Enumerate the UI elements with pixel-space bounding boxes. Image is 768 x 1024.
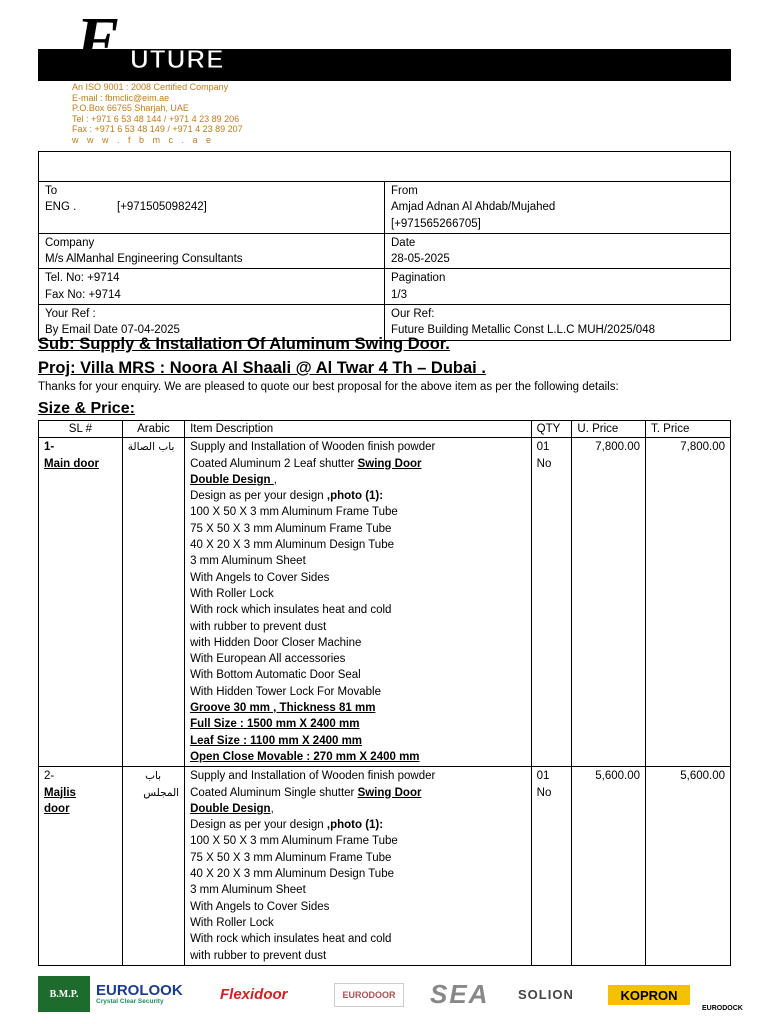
row-qty (531, 438, 572, 767)
tel-line: Tel : +971 6 53 48 144 / +971 4 23 89 206 (72, 113, 240, 124)
desc-line3-bold: Double Design (190, 802, 271, 815)
your-ref-value: By Email Date 07-04-2025 (45, 324, 180, 337)
desc-line3-text: , (273, 473, 277, 486)
our-ref-value: Future Building Metallic Const L.L.C MUH/2025/048 (391, 324, 655, 337)
spec-line: 75 X 50 X 3 mm Aluminum Frame Tube (190, 522, 392, 535)
to-label: To (45, 185, 58, 197)
to-phone: [+971505098242] (117, 201, 207, 214)
row-sl-number: 2- (44, 770, 55, 783)
spec-line: 100 X 50 X 3 mm Aluminum Frame Tube (190, 506, 398, 519)
qty-value: 01 (536, 441, 550, 454)
sea-logo: SEA (430, 978, 490, 1009)
from-phone: [+971565266705] (391, 217, 481, 230)
date-value: 28-05-2025 (391, 253, 450, 266)
eurolook-name: EUROLOOK (96, 981, 183, 999)
kopron-logo: KOPRON (608, 985, 690, 1005)
from-name: Amjad Adnan Al Ahdab/Mujahed (391, 201, 556, 214)
project-heading: Proj: Villa MRS : Noora Al Shaali @ Al Twar 4 Th – Dubai . (38, 359, 486, 377)
eurolook-tagline: Crystal Clear Security (96, 997, 164, 1005)
row-sl-cell (39, 438, 123, 767)
size-price-heading: Size & Price: (38, 400, 135, 417)
desc-design-text: Design as per your design (190, 490, 327, 503)
row-sl-number: 1- (44, 441, 55, 454)
your-ref-label: Your Ref : (45, 308, 96, 321)
telfax-cell (39, 269, 385, 305)
spec-line: With Angels to Cover Sides (190, 571, 330, 584)
desc-line2-bold: Swing Door (357, 457, 422, 470)
spec-line: With rock which insulates heat and cold (190, 604, 392, 617)
desc-intro: Supply and Installation of Wooden finish powder (190, 441, 436, 454)
row-total-price: 7,800.00 (646, 438, 731, 767)
pobox-line: P.O.Box 66765 Sharjah, UAE (72, 103, 189, 113)
logo-subtitle: BUILDING METALLIC CONST. L.L.C (108, 76, 227, 83)
desc-design-bold: ,photo (1): (326, 819, 384, 832)
items-table (38, 420, 731, 966)
table-row (39, 767, 731, 966)
date-label: Date (391, 236, 416, 249)
spec-line: with Hidden Door Closer Machine (190, 636, 362, 649)
info-row-company-date (39, 233, 731, 269)
desc-line2-bold: Swing Door (357, 786, 422, 799)
fax-line: Fax : +971 6 53 48 149 / +971 4 23 89 207 (72, 124, 243, 134)
header-description: Item Description (185, 421, 532, 438)
row-unit-price: 7,800.00 (572, 438, 646, 767)
pagination-value: 1/3 (391, 288, 407, 301)
row-description (185, 767, 532, 966)
header-sl: SL # (39, 421, 123, 438)
info-row-tel-pagination (39, 269, 731, 305)
spec-line: 3 mm Aluminum Sheet (190, 884, 306, 897)
pagination-cell (385, 269, 731, 305)
header-unit-price: U. Price (572, 421, 646, 438)
info-blank-cell (39, 152, 731, 182)
header-qty: QTY (531, 421, 572, 438)
header-total-price: T. Price (646, 421, 731, 438)
desc-line2-text: Coated Aluminum Single shutter (190, 786, 358, 799)
items-header-row (39, 421, 731, 438)
desc-intro: Supply and Installation of Wooden finish powder (190, 770, 436, 783)
info-blank-row (39, 152, 731, 182)
desc-design-text: Design as per your design (190, 819, 327, 832)
row-sl-cell (39, 767, 123, 966)
spec-line: 40 X 20 X 3 mm Aluminum Design Tube (190, 539, 394, 552)
our-ref-label: Our Ref: (391, 308, 435, 321)
eurodoor-logo: EURODOOR (334, 983, 404, 1007)
spec-line: With Angels to Cover Sides (190, 900, 330, 913)
spec-line: With European All accessories (190, 653, 346, 666)
email-line: E-mail : fbmclic@eim.ae (72, 92, 170, 103)
spec-line: 40 X 20 X 3 mm Aluminum Design Tube (190, 868, 394, 881)
header-arabic: Arabic (122, 421, 184, 438)
spec-line: 75 X 50 X 3 mm Aluminum Frame Tube (190, 851, 392, 864)
info-table (38, 151, 731, 341)
bold-spec-line: Open Close Movable : 270 mm X 2400 mm (190, 750, 420, 763)
tel-label: Tel. No: +9714 (45, 272, 120, 285)
footer-logos (38, 976, 750, 1012)
to-cell (39, 182, 385, 234)
spec-line: With Bottom Automatic Door Seal (190, 669, 361, 682)
desc-line3-bold: Double Design (190, 473, 274, 486)
table-row (39, 438, 731, 767)
row-arabic-text: باب المجلس (143, 770, 180, 799)
bold-spec-line: Groove 30 mm , Thickness 81 mm (190, 702, 376, 715)
row-description (185, 438, 532, 767)
iso-line: An ISO 9001 : 2008 Certified Company (72, 82, 229, 92)
fax-label: Fax No: +9714 (45, 288, 121, 301)
flexidoor-logo: Flexidoor (220, 985, 288, 1003)
logo-letter: F (76, 4, 119, 75)
spec-line: With Roller Lock (190, 587, 274, 600)
row-sl-name: Majlis door (44, 786, 76, 815)
contact-block (72, 82, 243, 145)
row-arabic (122, 767, 184, 966)
company-value: M/s AlManhal Engineering Consultants (45, 253, 243, 266)
eurolook-logo (96, 976, 216, 1012)
desc-line3-text: , (270, 802, 274, 815)
row-qty (531, 767, 572, 966)
desc-line2-text: Coated Aluminum 2 Leaf shutter (190, 457, 358, 470)
row-sl-name: Main door (44, 457, 99, 470)
company-label: Company (45, 236, 95, 249)
website-line: w w w . f b m c . a e (72, 134, 215, 145)
desc-design-bold: ,photo (1): (326, 490, 384, 503)
pagination-label: Pagination (391, 272, 446, 285)
solion-logo: SOLION (518, 986, 574, 1002)
date-cell (385, 233, 731, 269)
qty-unit: No (536, 457, 552, 470)
company-cell (39, 233, 385, 269)
from-label: From (391, 185, 418, 197)
spec-line: with rubber to prevent dust (190, 620, 327, 633)
company-logo (72, 4, 268, 83)
row-arabic: باب الصالة (122, 438, 184, 767)
qty-value: 01 (536, 770, 550, 783)
to-name: ENG . (45, 201, 77, 214)
spec-line: 3 mm Aluminum Sheet (190, 555, 306, 568)
spec-line: With rock which insulates heat and cold (190, 933, 392, 946)
thanks-text: Thanks for your enquiry. We are pleased to quote our best proposal for the above item as per the following details: (38, 381, 619, 393)
bmp-logo: B.M.P. (38, 976, 90, 1012)
spec-line: With Hidden Tower Lock For Movable (190, 685, 381, 698)
subject-heading: Sub: Supply & Installation Of Aluminum Swing Door. (38, 335, 450, 353)
spec-line: With Roller Lock (190, 916, 274, 929)
row-total-price: 5,600.00 (646, 767, 731, 966)
bold-spec-line: Leaf Size : 1100 mm X 2400 mm (190, 734, 363, 747)
from-cell (385, 182, 731, 234)
row-unit-price: 5,600.00 (572, 767, 646, 966)
spec-line: with rubber to prevent dust (190, 949, 327, 962)
logo-name: UTURE (130, 44, 225, 74)
spec-line: 100 X 50 X 3 mm Aluminum Frame Tube (190, 835, 398, 848)
info-row-to-from (39, 182, 731, 234)
eurodock-logo: EURODOCK (702, 1005, 743, 1012)
qty-unit: No (536, 786, 552, 799)
bold-spec-line: Full Size : 1500 mm X 2400 mm (190, 718, 360, 731)
